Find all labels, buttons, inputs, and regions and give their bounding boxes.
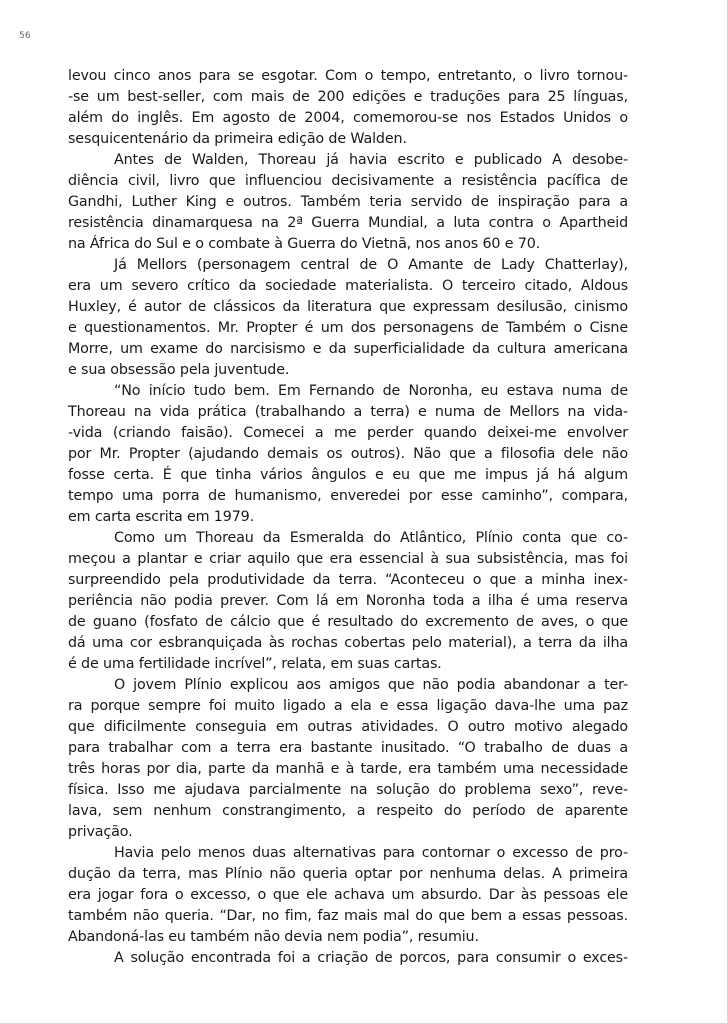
text-line: A solução encontrada foi a criação de porcos, para consumir o exces-: [114, 950, 628, 966]
text-line: era jogar fora o excesso, o que ele achava um absurdo. Dar às pessoas ele: [68, 887, 628, 903]
text-line: Como um Thoreau da Esmeralda do Atlântico, Plínio conta que co-: [114, 530, 628, 546]
text-line: Thoreau na vida prática (trabalhando a terra) e numa de Mellors na vida-: [68, 404, 628, 420]
text-line: é de uma fertilidade incrível”, relata, em suas cartas.: [68, 656, 442, 672]
text-line: Antes de Walden, Thoreau já havia escrito e publicado A desobe-: [114, 152, 628, 168]
text-line: diência civil, livro que influenciou decisivamente a resistência pacífica de: [68, 173, 628, 189]
text-line: dá uma cor esbranquiçada às rochas cobertas pelo material), a terra da ilha: [68, 635, 628, 651]
text-line: em carta escrita em 1979.: [68, 509, 254, 525]
text-line: e questionamentos. Mr. Propter é um dos personagens de Também o Cisne: [68, 320, 628, 336]
text-line: Morre, um exame do narcisismo e da superficialidade da cultura americana: [68, 341, 628, 357]
text-line: O jovem Plínio explicou aos amigos que não podia abandonar a ter-: [114, 677, 628, 693]
text-line: de guano (fosfato de cálcio que é resultado do excremento de aves, o que: [68, 614, 628, 630]
text-line: e sua obsessão pela juventude.: [68, 362, 290, 378]
text-line: para trabalhar com a terra era bastante inusitado. “O trabalho de duas a: [68, 740, 628, 756]
text-line: ra porque sempre foi muito ligado a ela e essa ligação dava-lhe uma paz: [68, 698, 628, 714]
text-line: -se um best-seller, com mais de 200 edições e traduções para 25 línguas,: [68, 89, 628, 105]
page-number: 56: [19, 31, 31, 41]
text-line: também não queria. “Dar, no fim, faz mais mal do que bem a essas pessoas.: [68, 908, 628, 924]
text-line: Gandhi, Luther King e outros. Também teria servido de inspiração para a: [68, 194, 628, 210]
text-line: levou cinco anos para se esgotar. Com o tempo, entretanto, o livro tornou-: [68, 68, 628, 84]
text-line: Já Mellors (personagem central de O Amante de Lady Chatterlay),: [114, 257, 628, 273]
text-line: Havia pelo menos duas alternativas para contornar o excesso de pro-: [114, 845, 628, 861]
text-line: que dificilmente conseguia em outras atividades. O outro motivo alegado: [68, 719, 628, 735]
text-line: -vida (criando faisão). Comecei a me perder quando deixei-me envolver: [68, 425, 628, 441]
text-line: periência não podia prever. Com lá em Noronha toda a ilha é uma reserva: [68, 593, 628, 609]
text-line: fosse certa. É que tinha vários ângulos e eu que me impus já há algum: [68, 467, 628, 483]
text-line: era um severo crítico da sociedade materialista. O terceiro citado, Aldous: [68, 278, 628, 294]
text-line: física. Isso me ajudava parcialmente na solução do problema sexo”, reve-: [68, 782, 628, 798]
text-line: meçou a plantar e criar aquilo que era essencial à sua subsistência, mas foi: [68, 551, 628, 567]
text-line: “No início tudo bem. Em Fernando de Noronha, eu estava numa de: [114, 383, 628, 399]
text-line: surpreendido pela produtividade da terra. “Aconteceu o que a minha inex-: [68, 572, 628, 588]
text-line: além do inglês. Em agosto de 2004, comemorou-se nos Estados Unidos o: [68, 110, 628, 126]
text-line: sesquicentenário da primeira edição de Walden.: [68, 131, 407, 147]
text-line: três horas por dia, parte da manhã e à tarde, era também uma necessidade: [68, 761, 628, 777]
text-line: na África do Sul e o combate à Guerra do Vietnã, nos anos 60 e 70.: [68, 236, 541, 252]
text-line: Huxley, é autor de clássicos da literatura que expressam desilusão, cinismo: [68, 299, 628, 315]
text-line: Abandoná-las eu também não devia nem podia”, resumiu.: [68, 929, 479, 945]
text-line: privação.: [68, 824, 133, 840]
text-line: por Mr. Propter (ajudando demais os outros). Não que a filosofia dele não: [68, 446, 628, 462]
body-text: [68, 66, 628, 969]
text-line: lava, sem nenhum constrangimento, a respeito do período de aparente: [68, 803, 628, 819]
text-line: dução da terra, mas Plínio não queria optar por nenhuma delas. A primeira: [68, 866, 628, 882]
text-line: resistência dinamarquesa na 2ª Guerra Mundial, a luta contra o Apartheid: [68, 215, 628, 231]
text-line: tempo uma porra de humanismo, enveredei por esse caminho”, compara,: [68, 488, 628, 504]
